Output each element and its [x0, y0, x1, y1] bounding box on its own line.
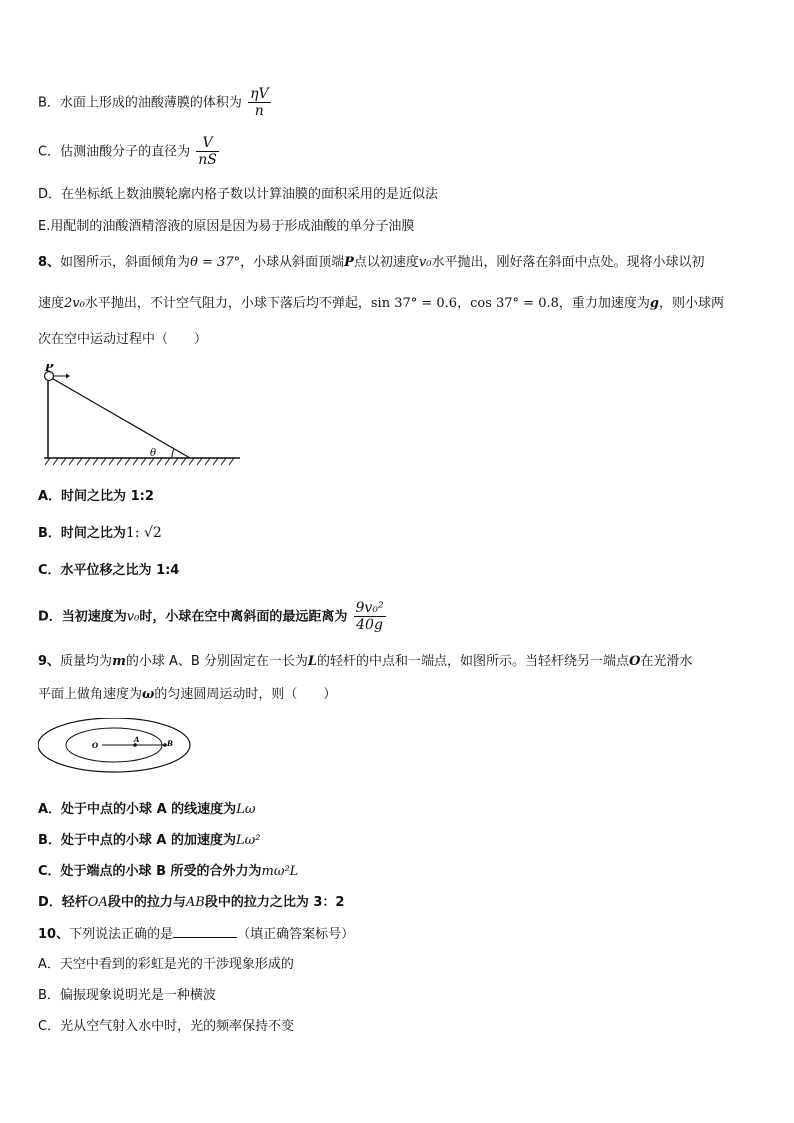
fraction: $\frac{\text{9v₀²}}{40g}$	[355, 600, 384, 633]
q7-option-e: E.用配制的油酸酒精溶液的原因是因为易于形成油酸的单分子油膜	[38, 219, 415, 234]
q10-option-a: A．天空中看到的彩虹是光的干涉现象形成的	[38, 957, 294, 972]
q8-option-a: A．时间之比为 1:2	[38, 489, 154, 504]
q8-option-c: C．水平位移之比为 1:4	[38, 563, 180, 578]
ground-hatching	[45, 458, 234, 465]
answer-blank	[173, 925, 237, 938]
label-theta: θ	[150, 448, 157, 459]
label-P: P	[45, 364, 54, 374]
q7-option-c: C．估测油酸分子的直径为 $\frac{V}{nS}$	[38, 135, 217, 168]
incline-surface	[48, 376, 190, 458]
q7-option-b: B．水面上形成的油酸薄膜的体积为 $\frac{\eta V}{n}$	[38, 86, 269, 119]
circular-motion-figure	[38, 718, 238, 778]
q9-option-d: D．轻杆OA段中的拉力与AB段中的拉力之比为 3：2	[38, 895, 345, 910]
angle-arc	[172, 449, 174, 458]
q8-stem-line2: 速度2v₀水平抛出，不计空气阻力，小球下落后均不弹起，sin 37° = 0.6，cos 37° = 0.8，重力加速度为g，则小球两	[38, 296, 725, 311]
q8-stem-line3: 次在空中运动过程中（ ）	[38, 332, 208, 347]
arrowhead-icon	[66, 374, 70, 379]
q8-option-d: D．当初速度为v₀时，小球在空中离斜面的最远距离为 $\frac{\text{9v₀²}}{40g}$	[38, 600, 384, 633]
q9-option-a: A．处于中点的小球 A 的线速度为Lω	[38, 802, 256, 817]
q9-option-c: C．处于端点的小球 B 所受的合外力为mω²L	[38, 864, 299, 879]
incline-figure	[40, 364, 244, 468]
label-O: O	[92, 741, 99, 750]
q10-option-c: C．光从空气射入水中时，光的频率保持不变	[38, 1019, 295, 1034]
label-A: A	[134, 735, 140, 744]
q7-option-d: D．在坐标纸上数油膜轮廓内格子数以计算油膜的面积采用的是近似法	[38, 187, 439, 202]
q9-option-b: B．处于中点的小球 A 的加速度为Lω²	[38, 833, 261, 848]
q10-option-b: B．偏振现象说明光是一种横波	[38, 988, 216, 1003]
q10-stem: 10、下列说法正确的是 （填正确答案标号）	[38, 927, 355, 942]
label-B: B	[167, 739, 173, 748]
q9-stem-line1: 9、质量均为m的小球 A、B 分别固定在一长为L的轻杆的中点和一端点，如图所示。当轻杆绕另一端点O在光滑水	[38, 654, 693, 669]
fraction: $\frac{V}{nS}$	[198, 135, 217, 168]
q8-option-b: B．时间之比为1: √2	[38, 525, 162, 541]
q8-stem-line1: 8、如图所示，斜面倾角为θ = 37°，小球从斜面顶端P点以初速度v₀水平抛出，刚好落在斜面中点处。现将小球以初	[38, 255, 705, 270]
q9-stem-line2: 平面上做角速度为ω的匀速圆周运动时，则（ ）	[38, 687, 337, 702]
fraction: $\frac{\eta V}{n}$	[250, 86, 269, 119]
